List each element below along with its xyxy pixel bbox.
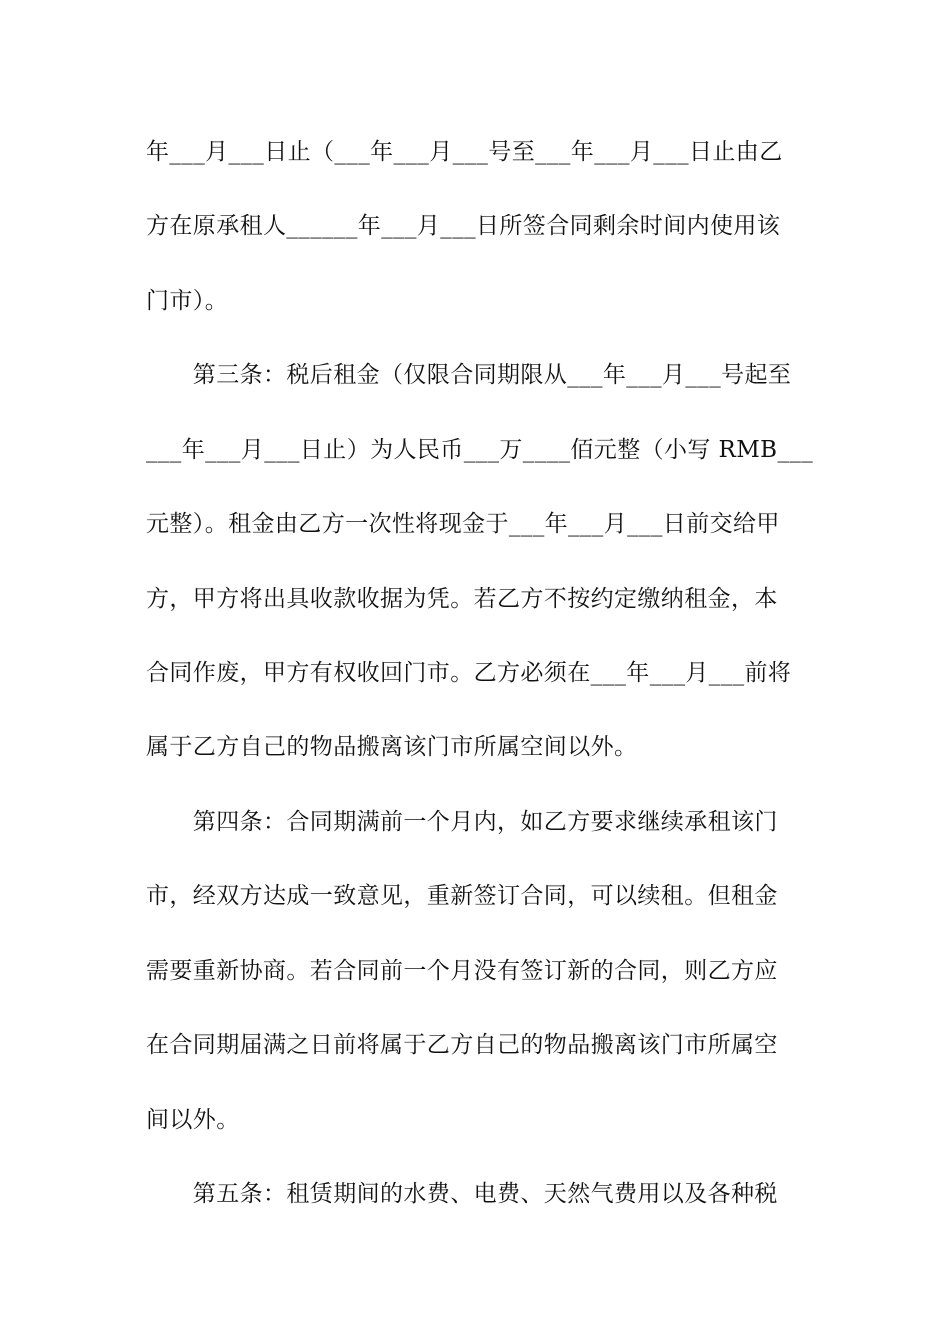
text-line: 市，经双方达成一致意见，重新签订合同，可以续租。但租金 <box>146 883 778 909</box>
text-line: 在合同期届满之日前将属于乙方自己的物品搬离该门市所属空 <box>146 1032 778 1058</box>
text-line: 方在原承租人______年___月___日所签合同剩余时间内使用该 <box>146 213 781 239</box>
text-line: ___年___月___日止）为人民币___万____佰元整（小写 RMB___ <box>146 437 814 463</box>
text-line: 年___月___日止（___年___月___号至___年___月___日止由乙 <box>146 139 783 165</box>
text-line: 合同作废，甲方有权收回门市。乙方必须在___年___月___前将 <box>146 660 792 686</box>
text-line: 方，甲方将出具收款收据为凭。若乙方不按约定缴纳租金，本 <box>146 586 778 612</box>
article-3-heading-line: 第三条：税后租金（仅限合同期限从___年___月___号起至 <box>146 362 792 388</box>
text-line: 元整）。租金由乙方一次性将现金于___年___月___日前交给甲 <box>146 511 780 537</box>
article-4-heading-line: 第四条：合同期满前一个月内，如乙方要求继续承租该门 <box>146 809 778 835</box>
text-line: 间以外。 <box>146 1107 240 1133</box>
text-line: 需要重新协商。若合同前一个月没有签订新的合同，则乙方应 <box>146 958 778 984</box>
article-5-heading-line: 第五条：租赁期间的水费、电费、天然气费用以及各种税 <box>146 1181 778 1207</box>
text-line: 属于乙方自己的物品搬离该门市所属空间以外。 <box>146 734 638 760</box>
text-line: 门市）。 <box>146 288 229 314</box>
